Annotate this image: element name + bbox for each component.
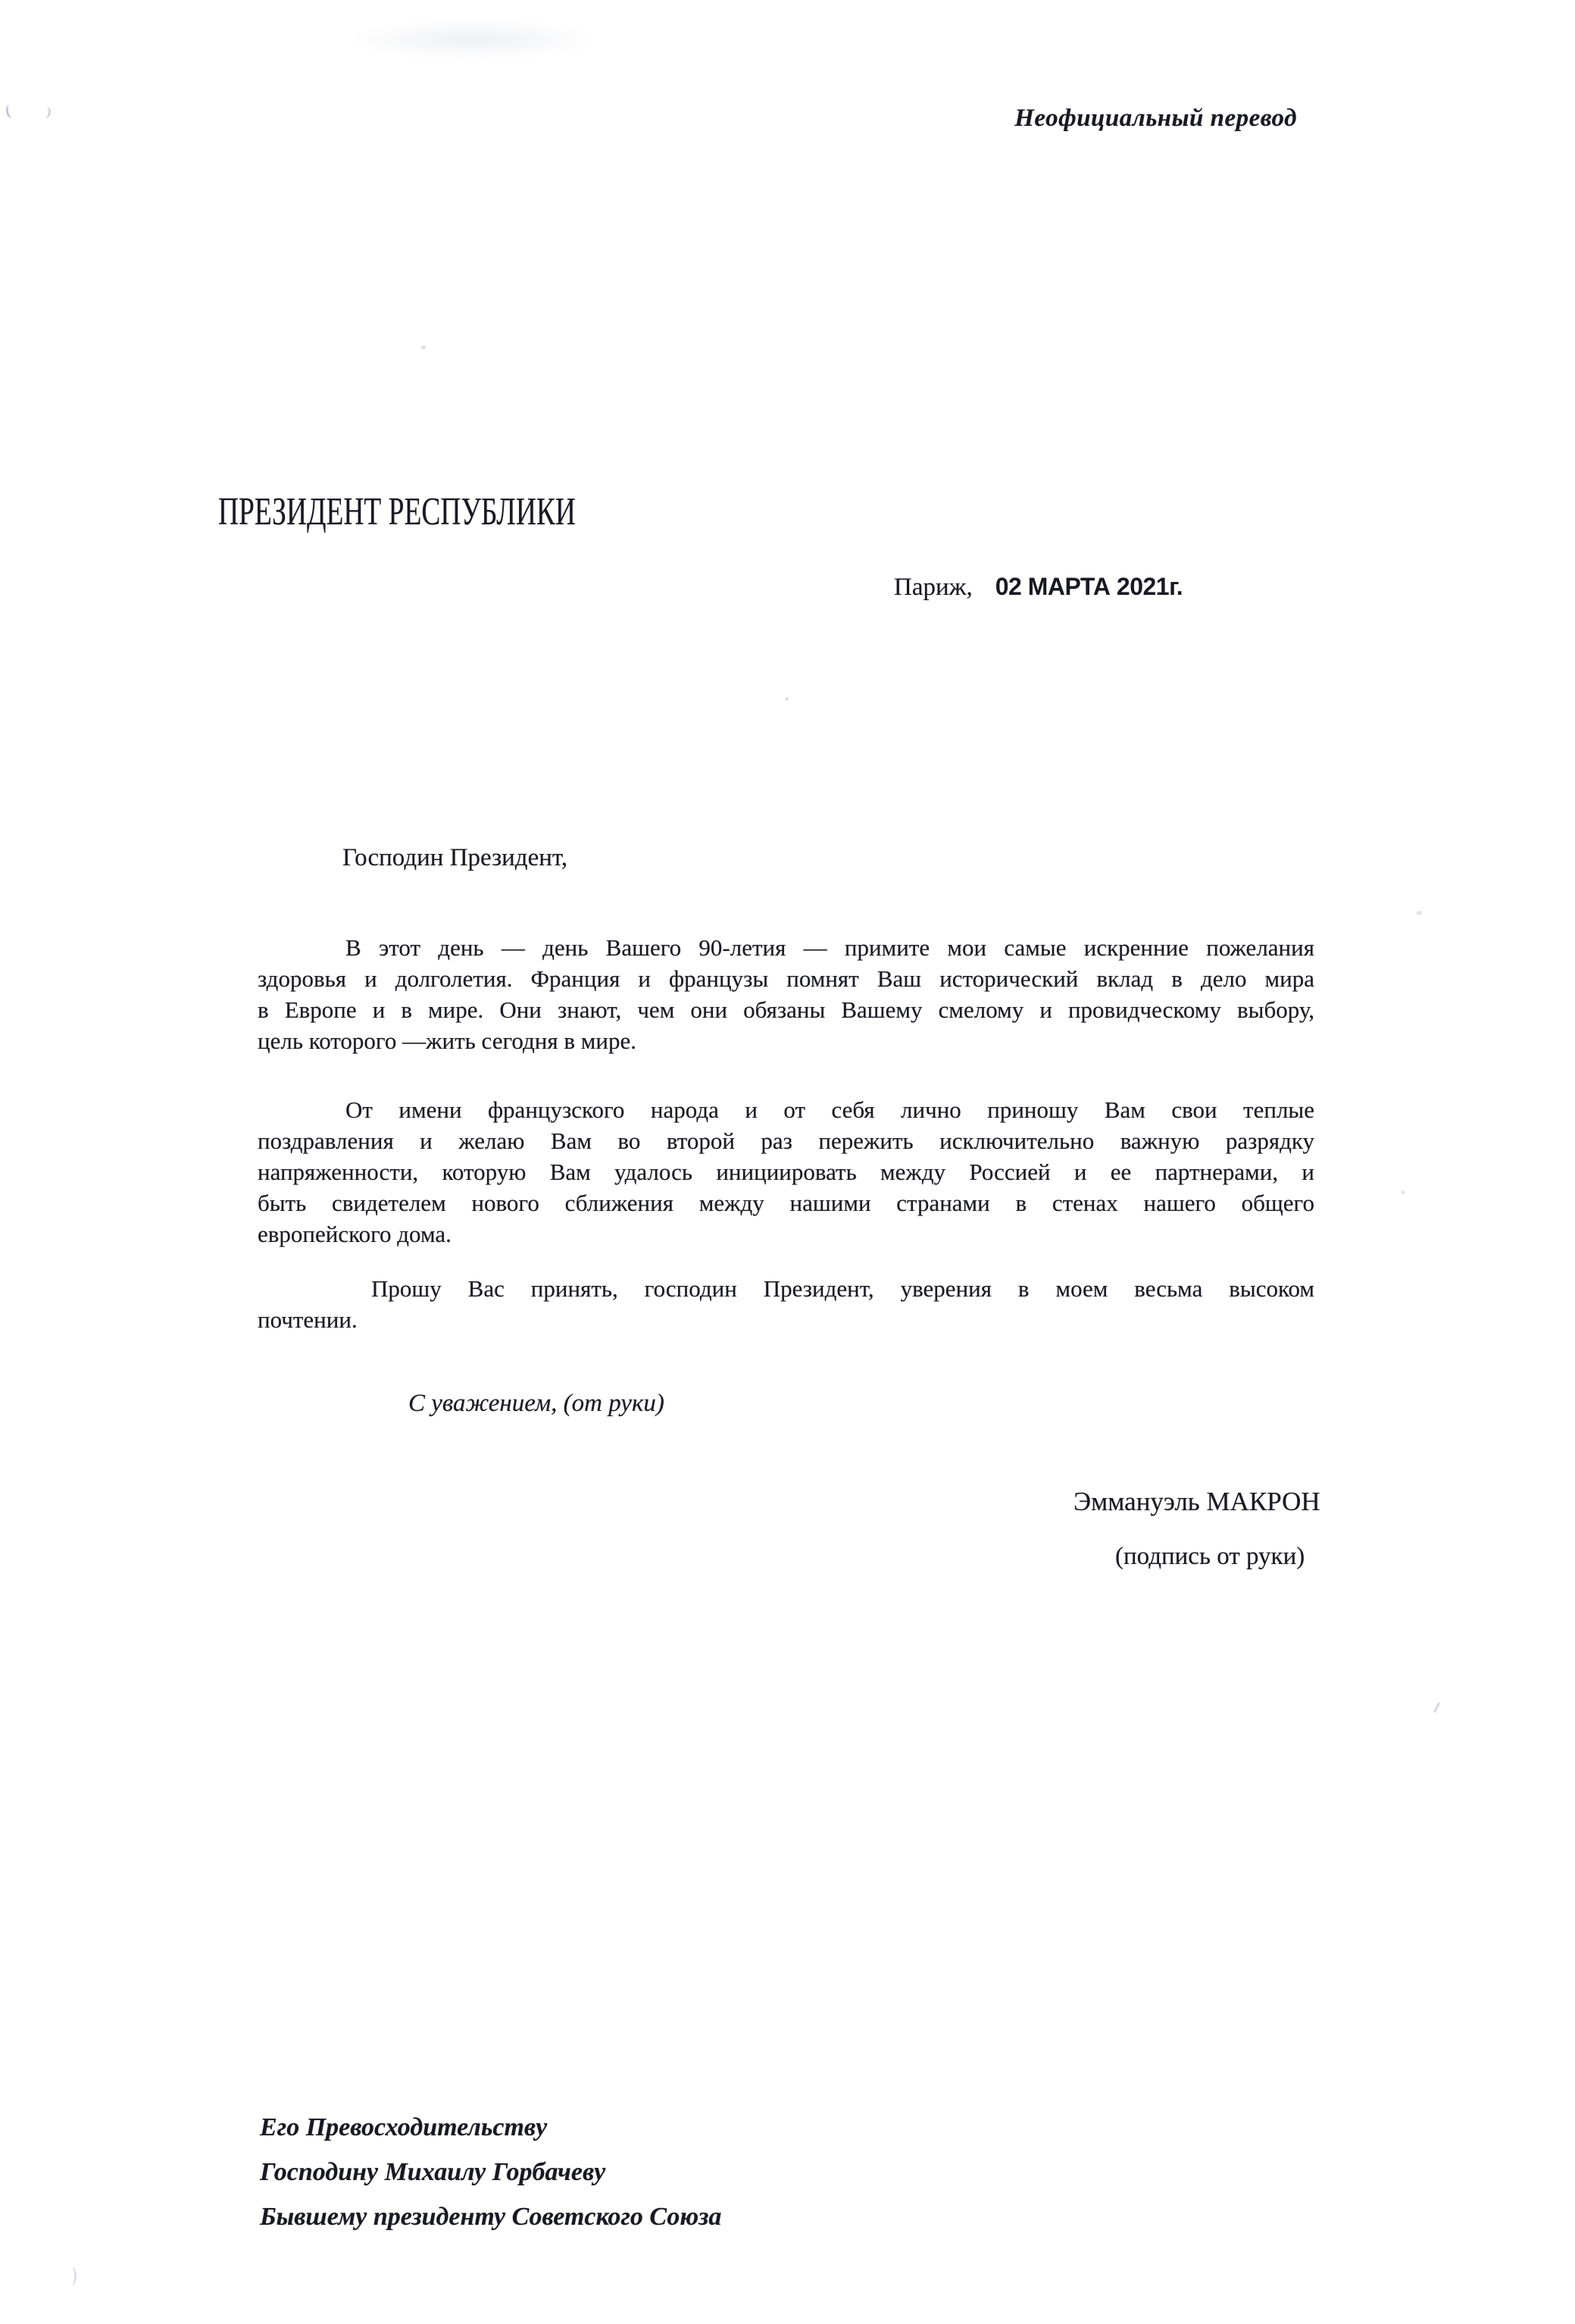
- scan-artifact: [785, 697, 789, 701]
- paragraph-3: [258, 1273, 1314, 1335]
- signature-note: (подпись от руки): [1115, 1543, 1305, 1570]
- addressee-block: [260, 2105, 721, 2239]
- letter-line: напряженности, которую Вам удалось инициировать между Россией и ее партнерами, и: [258, 1159, 1314, 1185]
- letter-line: поздравления и желаю Вам во второй раз пережить исключительно важную разрядку: [258, 1128, 1314, 1154]
- letter-line: европейского дома.: [258, 1221, 452, 1247]
- letter-line: Прошу Вас принять, господин Президент, уверения в моем весьма высоком: [371, 1275, 1314, 1302]
- scan-artifact: [1433, 1702, 1441, 1713]
- letterhead-title: ПРЕЗИДЕНТ РЕСПУБЛИКИ: [218, 490, 576, 533]
- scan-artifact: [5, 104, 17, 119]
- paragraph-1: [258, 932, 1314, 1056]
- valediction: С уважением, (от руки): [408, 1390, 664, 1417]
- letter-line: почтении.: [258, 1306, 358, 1333]
- scan-artifact: [1417, 911, 1422, 915]
- dateline: [894, 573, 1183, 602]
- scan-artifact: [345, 20, 602, 59]
- letter-line: В этот день — день Вашего 90-летия — примите мои самые искренние пожелания: [345, 934, 1314, 961]
- letter-line: От имени французского народа и от себя лично приношу Вам свои теплые: [345, 1096, 1314, 1123]
- signatory-name: Эммануэль МАКРОН: [1073, 1487, 1320, 1516]
- scan-artifact: [421, 346, 426, 349]
- letter-line: цель которого —жить сегодня в мире.: [258, 1028, 636, 1054]
- paragraph-2: [258, 1094, 1314, 1250]
- letter-line: здоровья и долголетия. Франция и французы помнят Ваш исторический вклад в дело мира: [258, 965, 1314, 992]
- salutation: Господин Президент,: [342, 844, 568, 871]
- scan-artifact: [39, 105, 52, 119]
- dateline-date: 02 МАРТА 2021г.: [995, 573, 1183, 600]
- scan-artifact: [67, 2267, 77, 2285]
- scan-artifact: [1401, 1190, 1405, 1194]
- letter-line: быть свидетелем нового сближения между нашими странами в стенах нашего общего: [258, 1190, 1314, 1216]
- addressee-line: Бывшему президенту Советского Союза: [260, 2203, 722, 2231]
- translation-note: Неофициальный перевод: [1014, 105, 1297, 132]
- addressee-line: Его Превосходительству: [260, 2113, 548, 2141]
- addressee-line: Господину Михаилу Горбачеву: [260, 2158, 606, 2186]
- dateline-place: Париж,: [894, 574, 973, 601]
- letter-line: в Европе и в мире. Они знают, чем они обязаны Вашему смелому и провидческому выбору,: [258, 996, 1314, 1023]
